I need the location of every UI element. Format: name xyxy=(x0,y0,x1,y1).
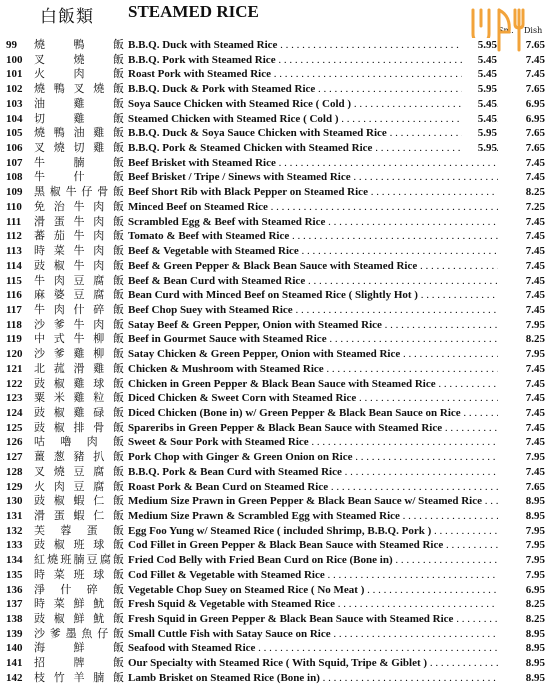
small-price: 5.95 xyxy=(462,141,497,156)
item-name-english: Minced Beef on Steamed Rice . . . xyxy=(128,200,498,215)
item-number: 113 xyxy=(6,245,22,258)
item-name-english: Cod Fillet & Vegetable with Steamed Rice . . . xyxy=(128,568,498,583)
dish-price: 7.95 xyxy=(525,318,545,331)
item-name-english: Seafood with Steamed Rice . . . xyxy=(128,641,498,656)
menu-item xyxy=(0,509,550,524)
item-name-english: Satay Chicken & Green Pepper, Onion with Steamed Rice . . . xyxy=(128,347,498,362)
item-name-english: Beef Short Rib with Black Pepper on Steamed Rice . . . xyxy=(128,185,498,200)
item-name-chinese: 芙 蓉 蛋 飯 xyxy=(34,523,124,537)
item-number: 142 xyxy=(6,671,23,684)
item-name-chinese: 沙 爹 雞 柳 飯 xyxy=(34,347,124,361)
item-name-english: Roast Pork & Bean Curd on Steamed Rice . . . xyxy=(128,480,498,495)
menu-item xyxy=(0,112,550,127)
dish-price: 7.25 xyxy=(525,200,545,213)
menu-item xyxy=(0,303,550,318)
item-name-english: Cod Fillet in Green Pepper & Black Bean Sauce with Steamed Rice . . . xyxy=(128,538,498,553)
item-name-english: Beef & Vegetable with Steamed Rice . . . xyxy=(128,244,498,259)
item-name-chinese: 油 雞 飯 xyxy=(34,96,124,110)
item-name-english: B.B.Q. Pork with Steamed Rice . . . xyxy=(128,53,498,68)
menu-item xyxy=(0,553,550,568)
small-price-header: Sm. xyxy=(498,26,514,35)
small-price: 5.45 xyxy=(462,97,497,112)
dish-price: 8.95 xyxy=(525,627,545,640)
dish-price: 7.95 xyxy=(525,539,545,552)
item-name-chinese: 滑 蛋 牛 肉 飯 xyxy=(34,214,124,228)
small-price: 5.95 xyxy=(462,126,497,141)
dish-price: 7.45 xyxy=(525,68,545,81)
item-number: 107 xyxy=(6,156,23,169)
menu-item xyxy=(0,259,550,274)
item-name-chinese: 叉燒切雞飯 xyxy=(34,141,124,155)
item-name-chinese: 沙爹墨魚仔飯 xyxy=(34,626,124,640)
menu-item xyxy=(0,435,550,450)
item-number: 135 xyxy=(6,568,23,581)
menu-item xyxy=(0,421,550,436)
item-name-chinese: 燒鴨油雞飯 xyxy=(34,126,124,140)
item-name-chinese: 牛 什 飯 xyxy=(34,170,124,184)
item-name-chinese: 海 鮮 飯 xyxy=(34,641,124,655)
dish-price: 7.45 xyxy=(525,465,545,478)
item-name-english: Lamb Brisket on Steamed Rice (Bone in) . . . xyxy=(128,671,498,686)
item-number: 119 xyxy=(6,333,22,346)
item-name-english: Small Cuttle Fish with Satay Sauce on Rice . . . xyxy=(128,627,498,642)
item-number: 123 xyxy=(6,392,23,405)
item-name-chinese: 薑 葱 豬 扒 飯 xyxy=(34,450,124,464)
dish-price: 7.45 xyxy=(525,259,545,272)
item-name-chinese: 燒鴨叉燒飯 xyxy=(34,82,124,96)
item-number: 115 xyxy=(6,274,22,287)
menu-item xyxy=(0,406,550,421)
item-name-english: Beef in Gourmet Sauce with Steamed Rice . . . xyxy=(128,332,498,347)
item-name-english: B.B.Q. Duck with Steamed Rice . . . xyxy=(128,38,498,53)
item-number: 141 xyxy=(6,657,23,670)
menu-item xyxy=(0,524,550,539)
menu-item xyxy=(0,318,550,333)
item-name-chinese: 豉 椒 牛 肉 飯 xyxy=(34,258,124,272)
item-name-chinese: 枝 竹 羊 腩 飯 xyxy=(34,670,124,684)
item-number: 131 xyxy=(6,510,23,522)
item-number: 117 xyxy=(6,303,22,316)
item-name-chinese: 粟 米 雞 粒 飯 xyxy=(34,391,124,405)
item-number: 106 xyxy=(6,142,23,155)
menu-item xyxy=(0,156,550,171)
item-number: 101 xyxy=(6,68,23,81)
item-name-english: Soya Sauce Chicken with Steamed Rice ( Cold ) . . . xyxy=(128,97,498,112)
dish-price: 8.95 xyxy=(525,495,545,508)
item-name-chinese: 時 菜 牛 肉 飯 xyxy=(34,244,124,258)
item-name-chinese: 叉 燒 飯 xyxy=(34,52,124,66)
menu-item xyxy=(0,126,550,141)
menu-item xyxy=(0,465,550,480)
dish-price: 7.95 xyxy=(525,554,545,567)
dish-price: 7.45 xyxy=(525,274,545,287)
menu-item xyxy=(0,332,550,347)
menu-item xyxy=(0,568,550,583)
item-number: 114 xyxy=(6,259,22,272)
item-number: 130 xyxy=(6,495,23,508)
item-number: 139 xyxy=(6,627,23,640)
menu-item xyxy=(0,244,550,259)
item-name-chinese: 滑 蛋 蝦 仁 飯 xyxy=(34,509,124,522)
item-name-chinese: 火 肉 豆 腐 飯 xyxy=(34,479,124,493)
dish-price: 7.95 xyxy=(525,568,545,581)
menu-item xyxy=(0,450,550,465)
item-name-chinese: 紅燒班腩豆腐飯 xyxy=(34,553,124,567)
menu-item xyxy=(0,612,550,627)
item-name-english: Beef Brisket / Tripe / Sinews with Steamed Rice . . . xyxy=(128,170,498,185)
item-number: 140 xyxy=(6,642,23,655)
dish-price: 8.95 xyxy=(525,657,545,670)
dish-price: 7.65 xyxy=(525,142,545,155)
item-name-english: Our Specialty with Steamed Rice ( With Squid, Tripe & Giblet ) . . . xyxy=(128,656,498,671)
menu-item xyxy=(0,229,550,244)
dish-price: 7.65 xyxy=(525,83,545,96)
item-number: 128 xyxy=(6,465,23,478)
item-name-chinese: 咕 嚕 肉 飯 xyxy=(34,435,124,449)
menu-item xyxy=(0,170,550,185)
item-name-english: Fresh Squid in Green Pepper & Black Bean Sauce with Steamed Rice . . . xyxy=(128,612,498,627)
item-name-chinese: 切 雞 飯 xyxy=(34,111,124,125)
dish-price: 7.95 xyxy=(525,524,545,537)
menu-item xyxy=(0,627,550,642)
item-name-english: Chicken & Mushroom with Steamed Rice . . . xyxy=(128,362,498,377)
item-number: 105 xyxy=(6,127,23,140)
dish-price: 8.95 xyxy=(525,642,545,655)
item-name-chinese: 燒 鴨 飯 xyxy=(34,38,124,51)
item-name-english: Roast Pork with Steamed Rice . . . xyxy=(128,67,498,82)
item-name-english: B.B.Q. Duck & Soya Sauce Chicken with Steamed Rice . . . xyxy=(128,126,498,141)
dish-price: 7.65 xyxy=(525,480,545,493)
item-number: 99 xyxy=(6,39,17,51)
item-number: 138 xyxy=(6,613,23,626)
menu-item xyxy=(0,97,550,112)
item-number: 111 xyxy=(6,215,22,228)
dish-price: 6.95 xyxy=(525,97,545,110)
section-title-chinese: 白飯類 xyxy=(40,7,94,27)
menu-item xyxy=(0,288,550,303)
item-number: 109 xyxy=(6,186,23,199)
dish-price: 8.25 xyxy=(525,613,545,626)
menu-item xyxy=(0,347,550,362)
menu-item xyxy=(0,377,550,392)
menu-item xyxy=(0,53,550,68)
menu-item xyxy=(0,671,550,686)
dish-price: 7.45 xyxy=(525,245,545,258)
dish-price: 8.95 xyxy=(525,671,545,684)
item-name-english: Sweet & Sour Pork with Steamed Rice . . . xyxy=(128,435,498,450)
item-name-chinese: 蕃 茄 牛 肉 飯 xyxy=(34,229,124,243)
item-name-english: Fresh Squid & Vegetable with Steamed Rice . . . xyxy=(128,597,498,612)
section-title-english: STEAMED RICE xyxy=(128,2,259,21)
item-number: 103 xyxy=(6,97,23,110)
item-number: 129 xyxy=(6,480,23,493)
dish-price: 7.45 xyxy=(525,406,545,419)
menu-item xyxy=(0,185,550,200)
dish-price: 6.95 xyxy=(525,112,545,125)
dish-price: 7.45 xyxy=(525,171,545,184)
item-name-chinese: 北 菰 滑 雞 飯 xyxy=(34,361,124,375)
dish-price: 8.25 xyxy=(525,333,545,346)
menu-item xyxy=(0,38,550,53)
item-number: 120 xyxy=(6,348,23,361)
dish-price: 7.45 xyxy=(525,156,545,169)
item-name-chinese: 豉 椒 雞 碌 飯 xyxy=(34,405,124,419)
item-name-english: Spareribs in Green Pepper & Black Bean Sauce with Steamed Rice . . . xyxy=(128,421,498,436)
menu-item xyxy=(0,597,550,612)
dish-price: 8.25 xyxy=(525,598,545,611)
item-name-english: Medium Size Prawn in Green Pepper & Black Bean Sauce w/ Steamed Rice . . . xyxy=(128,494,498,509)
menu-item xyxy=(0,67,550,82)
dish-price: 8.25 xyxy=(525,186,545,199)
dish-price: 7.95 xyxy=(525,348,545,361)
menu-item xyxy=(0,538,550,553)
dish-price-header: Dish xyxy=(524,26,543,35)
item-number: 110 xyxy=(6,200,22,213)
menu-item xyxy=(0,141,550,156)
menu-list xyxy=(0,38,550,686)
item-number: 104 xyxy=(6,112,23,125)
small-price: 5.95 xyxy=(462,82,497,97)
dish-price: 7.45 xyxy=(525,436,545,449)
dish-price: 7.45 xyxy=(525,392,545,405)
item-name-chinese: 黑椒牛仔骨飯 xyxy=(34,185,124,199)
item-name-english: Beef Chop Suey with Steamed Rice . . . xyxy=(128,303,498,318)
item-name-english: Bean Curd with Minced Beef on Steamed Rice ( Slightly Hot ) . . . xyxy=(128,288,498,303)
item-name-chinese: 豉 椒 蝦 仁 飯 xyxy=(34,494,124,508)
item-number: 134 xyxy=(6,554,23,567)
item-name-english: Beef & Green Pepper & Black Bean Sauce with Steamed Rice . . . xyxy=(128,259,498,274)
dish-price: 7.45 xyxy=(525,377,545,390)
item-number: 122 xyxy=(6,377,23,390)
dish-price: 7.45 xyxy=(525,230,545,243)
item-number: 125 xyxy=(6,421,23,434)
item-number: 133 xyxy=(6,539,23,552)
item-name-chinese: 招 牌 飯 xyxy=(34,656,124,670)
item-name-english: Beef Brisket with Steamed Rice . . . xyxy=(128,156,498,171)
item-name-chinese: 時 菜 班 球 飯 xyxy=(34,567,124,581)
item-number: 121 xyxy=(6,362,23,375)
menu-item xyxy=(0,274,550,289)
item-name-english: Diced Chicken (Bone in) w/ Green Pepper & Black Bean Sauce on Rice . . . xyxy=(128,406,498,421)
item-name-english: Scrambled Egg & Beef with Steamed Rice . . . xyxy=(128,215,498,230)
dish-price: 7.45 xyxy=(525,289,545,302)
menu-item xyxy=(0,583,550,598)
small-price: 5.45 xyxy=(462,53,497,68)
item-name-chinese: 叉 燒 豆 腐 飯 xyxy=(34,464,124,478)
item-name-english: Pork Chop with Ginger & Green Onion on Rice . . . xyxy=(128,450,498,465)
item-name-english: Vegetable Chop Suey on Steamed Rice ( No Meat ) . . . xyxy=(128,583,498,598)
menu-item xyxy=(0,215,550,230)
dish-price: 7.45 xyxy=(525,303,545,316)
item-number: 102 xyxy=(6,83,23,96)
item-number: 108 xyxy=(6,171,23,184)
item-number: 126 xyxy=(6,436,23,449)
item-name-english: Egg Foo Yung w/ Steamed Rice ( included Shrimp, B.B.Q. Pork ) . . . xyxy=(128,524,498,539)
menu-item xyxy=(0,641,550,656)
menu-item xyxy=(0,200,550,215)
dish-price: 7.45 xyxy=(525,215,545,228)
item-number: 112 xyxy=(6,230,22,243)
menu-item xyxy=(0,362,550,377)
item-number: 132 xyxy=(6,524,23,537)
item-name-chinese: 淨 什 碎 飯 xyxy=(34,582,124,596)
item-name-chinese: 牛 腩 飯 xyxy=(34,155,124,169)
item-name-english: B.B.Q. Duck & Pork with Steamed Rice . . . xyxy=(128,82,498,97)
dish-price: 8.95 xyxy=(525,510,545,522)
menu-item xyxy=(0,391,550,406)
item-name-english: Tomato & Beef with Steamed Rice . . . xyxy=(128,229,498,244)
item-name-chinese: 麻 婆 豆 腐 飯 xyxy=(34,288,124,302)
item-name-english: Diced Chicken & Sweet Corn with Steamed Rice . . . xyxy=(128,391,498,406)
item-number: 100 xyxy=(6,53,23,66)
item-name-english: Satay Beef & Green Pepper, Onion with Steamed Rice . . . xyxy=(128,318,498,333)
dish-price: 7.45 xyxy=(525,53,545,66)
item-name-chinese: 時 菜 鮮 魷 飯 xyxy=(34,597,124,611)
item-name-english: B.B.Q. Pork & Bean Curd with Steamed Rice . . . xyxy=(128,465,498,480)
dish-price: 7.95 xyxy=(525,451,545,464)
menu-item xyxy=(0,480,550,495)
dish-price: 7.45 xyxy=(525,362,545,375)
item-name-chinese: 牛 肉 豆 腐 飯 xyxy=(34,273,124,287)
item-name-english: Medium Size Prawn & Scrambled Egg with Steamed Rice . . . xyxy=(128,509,498,524)
menu-item xyxy=(0,82,550,97)
item-name-english: Chicken in Green Pepper & Black Bean Sauce with Steamed Rice . . . xyxy=(128,377,498,392)
item-name-english: Steamed Chicken with Steamed Rice ( Cold ) . . . xyxy=(128,112,498,127)
item-number: 124 xyxy=(6,406,23,419)
item-number: 127 xyxy=(6,451,23,464)
item-name-chinese: 火 肉 飯 xyxy=(34,67,124,81)
dish-price: 7.65 xyxy=(525,127,545,140)
small-price: 5.45 xyxy=(462,112,497,127)
menu-item xyxy=(0,494,550,509)
item-name-chinese: 牛 肉 什 碎 飯 xyxy=(34,302,124,316)
item-name-chinese: 豉 椒 雞 球 飯 xyxy=(34,376,124,390)
item-name-chinese: 沙 爹 牛 肉 飯 xyxy=(34,317,124,331)
dish-price: 6.95 xyxy=(525,583,545,596)
item-name-chinese: 免 治 牛 肉 飯 xyxy=(34,199,124,213)
item-number: 137 xyxy=(6,598,23,611)
menu-header xyxy=(0,0,550,38)
item-number: 118 xyxy=(6,318,22,331)
item-name-chinese: 中 式 牛 柳 飯 xyxy=(34,332,124,346)
dish-price: 7.65 xyxy=(525,39,545,51)
item-name-english: Fried Cod Belly with Fried Bean Curd on Rice (Bone in) . . . xyxy=(128,553,498,568)
item-name-english: B.B.Q. Pork & Steamed Chicken with Steamed Rice . . . xyxy=(128,141,498,156)
item-name-chinese: 豉 椒 班 球 飯 xyxy=(34,538,124,552)
dish-price: 7.45 xyxy=(525,421,545,434)
small-price: 5.95 xyxy=(462,38,497,53)
item-number: 116 xyxy=(6,289,22,302)
item-name-chinese: 豉 椒 鮮 魷 飯 xyxy=(34,612,124,626)
item-name-english: Beef & Bean Curd with Steamed Rice . . . xyxy=(128,274,498,289)
menu-item xyxy=(0,656,550,671)
item-name-chinese: 豉 椒 排 骨 飯 xyxy=(34,420,124,434)
small-price: 5.45 xyxy=(462,67,497,82)
item-number: 136 xyxy=(6,583,23,596)
